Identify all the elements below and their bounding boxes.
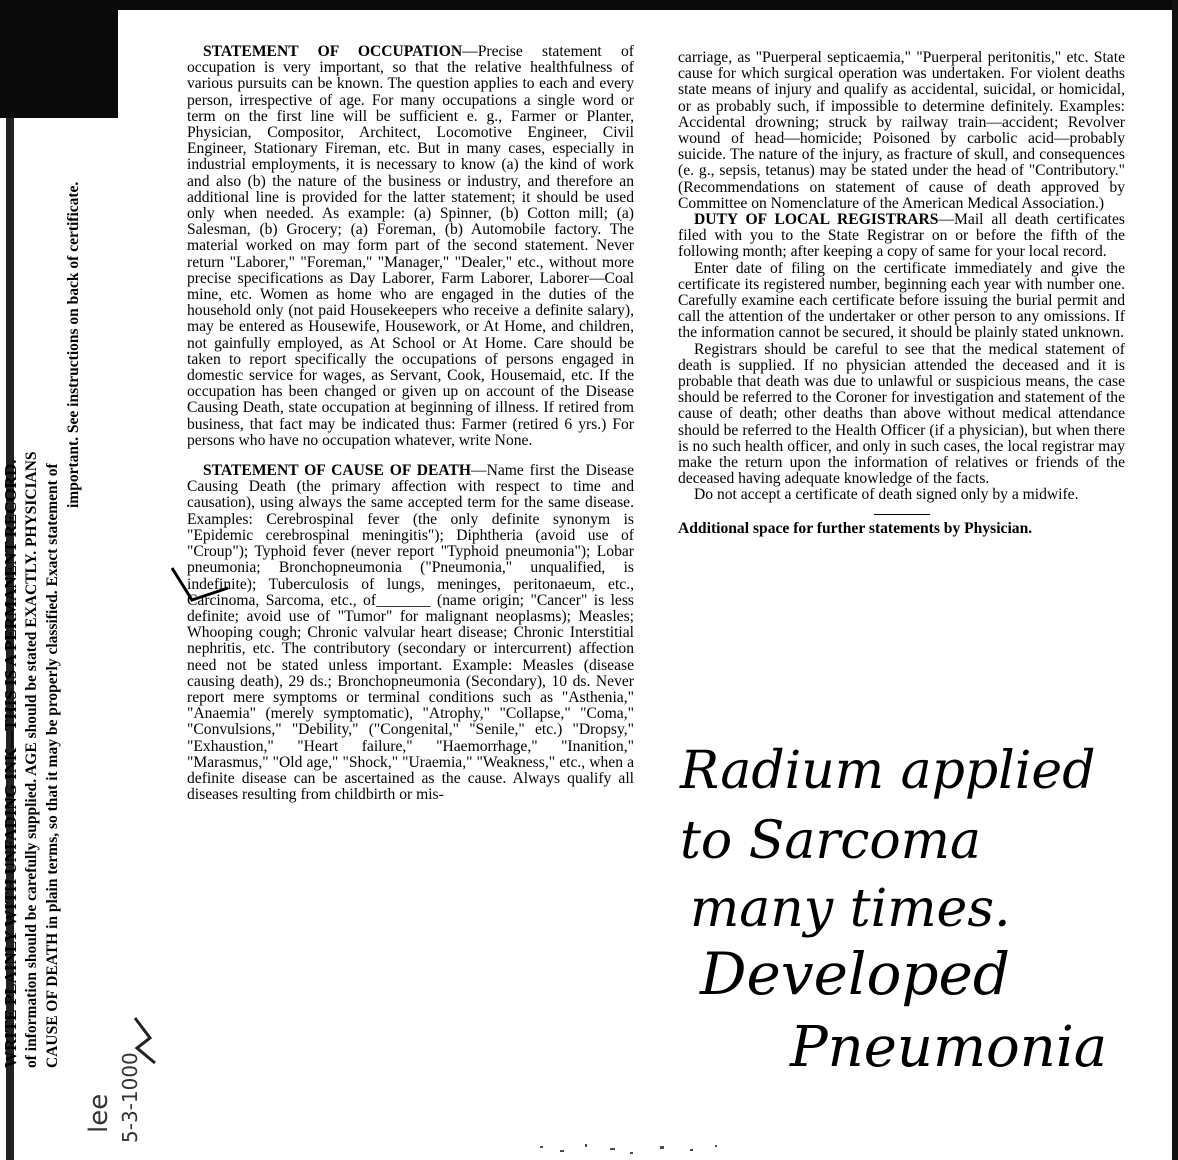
left-column: [187, 44, 634, 803]
cause-text: —Name first the Disease Causing Death (the primary affection with respect to time and causation), using always the same accepted term for the same disease. Examples: Cerebrospinal fever (the only definite synonym is "Epidemic cerebrospinal meningitis"); Diphtheria (avoid use of "Croup"); Typhoid fever (never report "Typhoid pneumonia"); Lobar pneumonia; Bronchopneumonia ("Pneumonia," unqualified, is indefinite); Tuberculosis of lungs, meninges, peritonaeum, etc., Carcinoma, Sarcoma, etc., of_______ (name origin; "Cancer" is less definite; avoid use of "Tumor" for malignant neoplasms); Measles; Whooping cough; Chronic valvular heart disease; Chronic Interstitial nephritis, etc. The contributory (secondary or intercurrent) affection need not be stated unless important. Example: Measles (disease causing death), 29 ds.; Bronchopneumonia (Secondary), 10 ds. Never report mere symptoms or terminal conditions such as "Asthenia," "Anaemia" (merely symptomatic), "Atrophy," "Collapse," "Coma," "Convulsions," "Debility," ("Congenital," "Senile," etc.) "Dropsy," "Exhaustion," "Heart failure," "Haemorrhage," "Inanition," "Marasmus," "Old age," "Shock," "Uraemia," "Weakness," etc., when a definite disease can be ascertained as the cause. Always qualify all diseases resulting from childbirth or mis-: [187, 462, 635, 804]
occupation-paragraph: [187, 44, 634, 449]
margin-line-4: important. See instructions on back of certificate.: [65, 181, 82, 508]
pencil-annotation: [84, 1008, 185, 1158]
margin-line-1: WRITE PLAINLY WITH UNFADING INK—THIS IS A PERMANENT RECORD.: [1, 459, 20, 1068]
registrar-paragraph: [678, 212, 1125, 261]
handwriting-line-4: Developed: [700, 940, 1010, 1008]
registrar-paragraph-2: Enter date of filing on the certificate immediately and give the certificate its registered number, beginning each year with number one. Carefully examine each certificate before issuing the burial permit and call the attention of the undertaker or other person to any omissions. If the information cannot be secured, it should be plainly stated unknown.: [678, 259, 1125, 342]
scan-border-right: [1172, 0, 1178, 1160]
separator-line: [874, 514, 930, 515]
margin-line-2: of information should be carefully supplied. AGE should be stated EXACTLY. PHYSICIANS: [23, 451, 40, 1068]
occupation-heading: STATEMENT OF OCCUPATION: [203, 43, 463, 60]
section-gap: [187, 449, 634, 463]
additional-space-label: Additional space for further statements by Physician.: [678, 519, 1033, 537]
scan-noise: [530, 1138, 730, 1158]
registrar-paragraph-3: Registrars should be careful to see that the medical statement of death is supplied. If no physician attended the deceased and it is probable that death was due to unlawful or suspicious means, the case should be referred to the Coroner for investigation and statement of the cause of death; other deaths than above without medical attendance should be referred to the Health Officer (if a physician), but when there is no such health officer, and only in such cases, the local registrar may make the return upon the information of relatives or friends of the deceased having adequate knowledge of the facts.: [678, 340, 1125, 488]
handwriting-line-3: many times.: [690, 879, 1011, 939]
occupation-text: —Precise statement of occupation is very important, so that the relative healthfulness of various pursuits can be known. The question applies to each and every person, irrespective of age. For many occupations a single word or term on the first line will be sufficient e. g., Farmer or Planter, Physician, Compositor, Architect, Locomotive Engineer, Civil Engineer, Stationary Fireman, etc. But in many cases, especially in industrial employments, it is necessary to know (a) the kind of work and also (b) the nature of the business or industry, and therefore an additional line is provided for the latter statement; it should be used only when needed. As example: (a) Spinner, (b) Cotton mill; (a) Salesman, (b) Grocery; (a) Foreman, (b) Automobile factory. The material worked on may form part of the second statement. Never return "Laborer," "Foreman," "Manager," "Dealer," etc., without more precise specifications as Day Laborer, Farm Laborer, Laborer—Coal mine, etc. Women as home who are engaged in the duties of the household only (not paid Housekeepers who receive a definite salary), may be entered as Housewife, Housework, or At Home, and children, not gainfully employed, as At School or At Home. Care should be taken to report specifically the occupations of persons engaged in domestic service for wages, as Servant, Cook, Housemaid, etc. If the occupation has been changed or given up on account of the Disease Causing Death, state occupation at beginning of illness. If retired from business, that fact may be indicated thus: Farmer (retired 6 yrs.) For persons who have no occupation whatever, write None.: [187, 43, 635, 449]
cause-heading: STATEMENT OF CAUSE OF DEATH: [203, 462, 471, 480]
handwriting-line-2: to Sarcoma: [680, 811, 981, 871]
right-column: [678, 50, 1125, 537]
cause-continued-paragraph: carriage, as "Puerperal septicaemia," "Puerperal peritonitis," etc. State cause for which surgical operation was undertaken. For violent deaths state means of injury and qualify as accidental, suicidal, or homicidal, or as probably such, if impossible to determine definitely. Examples: Accidental drowning; struck by railway train—accident; Revolver wound of head—homicide; Poisoned by carbolic acid—probably suicide. The nature of the injury, as fracture of skull, and consequences (e. g., sepsis, tetanus) may be stated under the head of "Contributory." (Recommendations on statement of cause of death approved by Committee on Nomenclature of the American Medical Association.): [678, 49, 1125, 212]
registrar-text: —Mail all death certificates filed with you to the State Registrar on or before the fifth of the following month; after keeping a copy of same for your local record.: [678, 211, 1125, 261]
margin-line-3: CAUSE OF DEATH in plain terms, so that it may be properly classified. Exact statement of: [44, 463, 61, 1068]
cause-paragraph: [187, 463, 634, 803]
margin-instructions: [0, 28, 84, 1068]
handwriting-line-5: Pneumonia: [790, 1015, 1108, 1080]
pencil-line-1: lee: [84, 1093, 114, 1133]
physician-handwritten-note: [640, 726, 1170, 1106]
pencil-line-2: 5-3-1000: [118, 1052, 142, 1143]
scan-border-top: [0, 0, 1178, 10]
handwriting-line-1: Radium applied: [680, 741, 1096, 801]
registrar-paragraph-4: Do not accept a certificate of death signed only by a midwife.: [694, 486, 1079, 504]
registrar-heading: DUTY OF LOCAL REGISTRARS: [694, 211, 939, 229]
check-mark: [170, 560, 230, 620]
